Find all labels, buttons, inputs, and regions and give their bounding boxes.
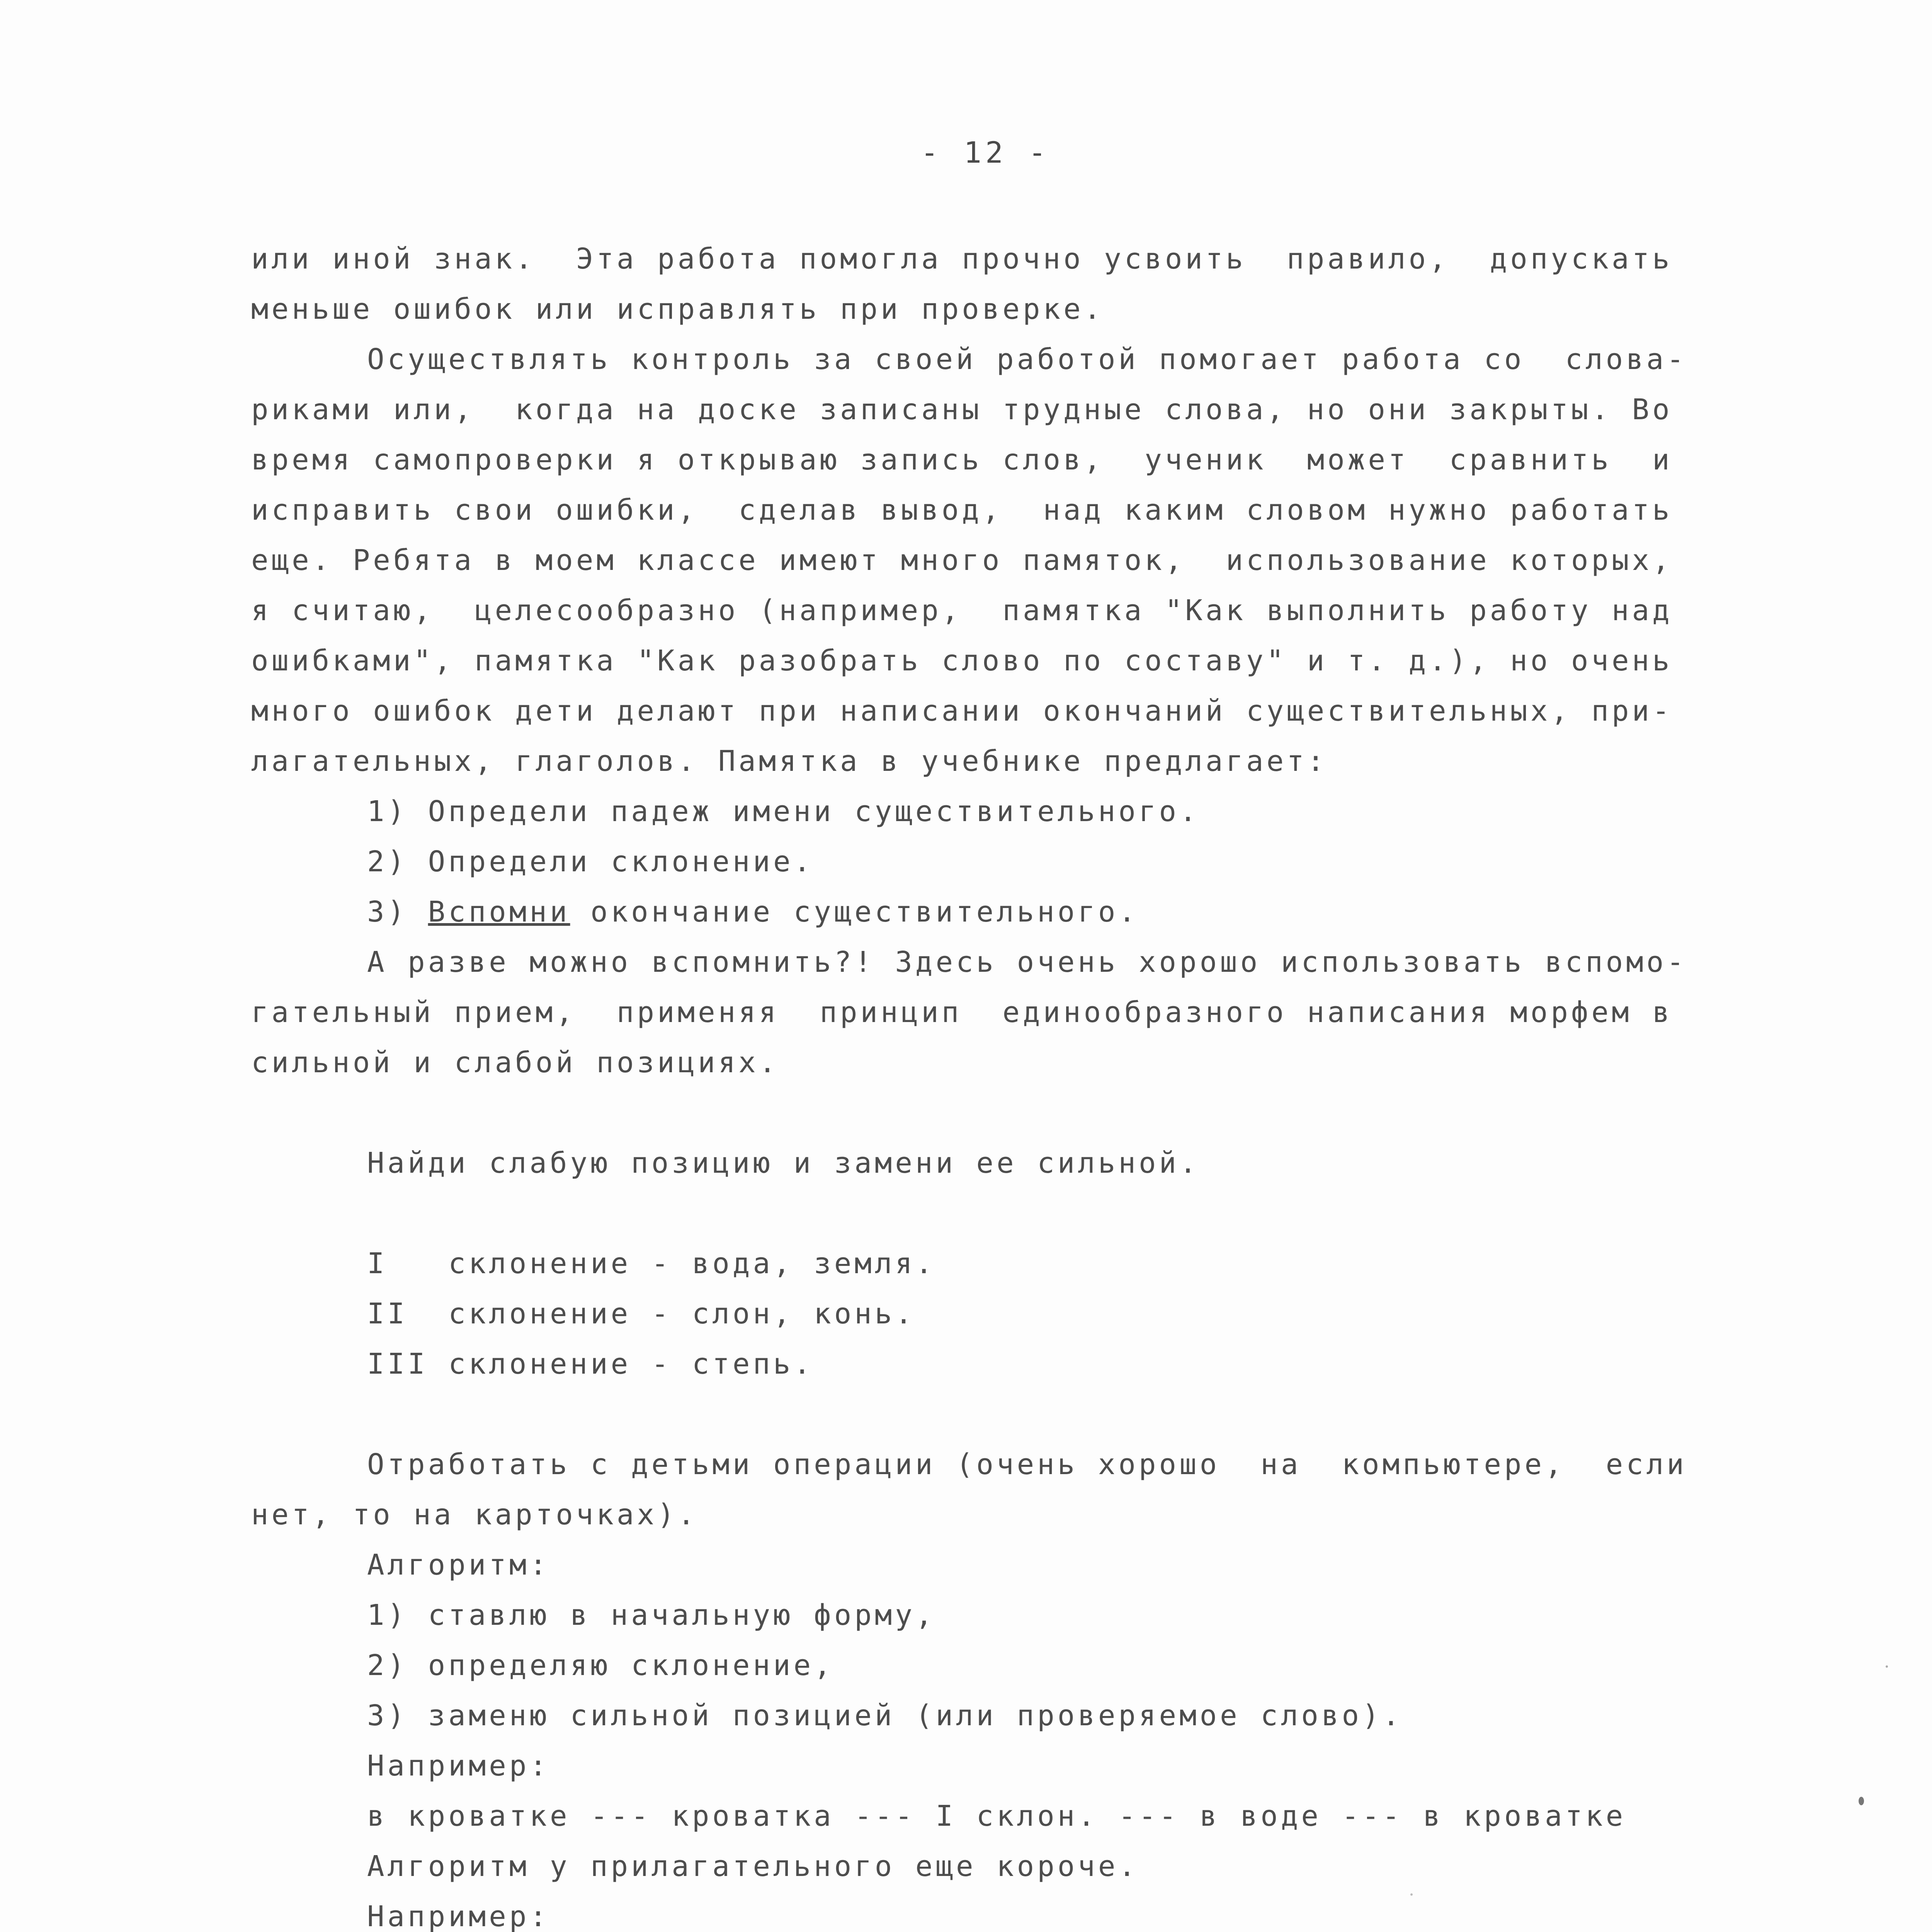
text-line: в кроватке --- кроватка --- I склон. --- в воде --- в кроватке: [367, 1799, 1626, 1833]
text-line: или иной знак. Эта работа помогла прочно усвоить правило, допускать: [251, 242, 1673, 276]
text-line: Осуществлять контроль за своей работой помогает работа со слова-: [367, 343, 1687, 376]
text-line: ошибками", памятка "Как разобрать слово по составу" и т. д.), но очень: [251, 644, 1673, 677]
text-line: Найди слабую позицию и замени ее сильной.: [367, 1146, 1200, 1180]
text-line: Алгоритм у прилагательного еще короче.: [367, 1850, 1139, 1883]
text-line: Например:: [367, 1900, 550, 1932]
text-line: исправить свои ошибки, сделав вывод, над каким словом нужно работать: [251, 493, 1673, 527]
text-line: лагательных, глаголов. Памятка в учебнике предлагает:: [251, 745, 1328, 778]
text-line: время самопроверки я открываю запись слов, ученик может сравнить и: [251, 443, 1673, 476]
text-line: много ошибок дети делают при написании окончаний существительных, при-: [251, 694, 1673, 728]
declension-line: III склонение - степь.: [367, 1347, 814, 1381]
text-line: Отработать с детьми операции (очень хорошо на компьютере, если: [367, 1448, 1687, 1481]
text-line: риками или, когда на доске записаны трудные слова, но они закрыты. Во: [251, 393, 1673, 426]
text-line: Например:: [367, 1749, 550, 1782]
scan-speck: [1410, 1893, 1413, 1896]
text-line: Алгоритм:: [367, 1548, 550, 1582]
scan-speck: [1886, 1665, 1888, 1668]
text-line: меньше ошибок или исправлять при проверке.: [251, 293, 1104, 326]
list-item: 2) Определи склонение.: [367, 845, 814, 878]
page-number: - 12 -: [920, 135, 1050, 170]
text-line: сильной и слабой позициях.: [251, 1046, 779, 1079]
text-line: нет, то на карточках).: [251, 1498, 698, 1531]
text-line: гательный прием, применяя принцип единообразного написания морфем в: [251, 996, 1673, 1029]
list-item: 1) Определи падеж имени существительного.: [367, 795, 1200, 828]
list-item-rest: окончание существительного.: [570, 895, 1139, 929]
text-line: еще. Ребята в моем классе имеют много памяток, использование которых,: [251, 544, 1673, 577]
declension-line: II склонение - слон, конь.: [367, 1297, 915, 1330]
text-line: я считаю, целесообразно (например, памятка "Как выполнить работу над: [251, 594, 1673, 627]
list-item: 2) определяю склонение,: [367, 1649, 834, 1682]
list-item-number: 3): [367, 895, 428, 929]
list-item: 1) ставлю в начальную форму,: [367, 1599, 936, 1632]
declension-line: I склонение - вода, земля.: [367, 1247, 936, 1280]
list-item: 3) заменю сильной позицией (или проверяемое слово).: [367, 1699, 1403, 1732]
text-line: А разве можно вспомнить?! Здесь очень хорошо использовать вспомо-: [367, 946, 1687, 979]
list-item: [367, 893, 1874, 931]
scan-speck: [1859, 1797, 1864, 1805]
underlined-word: Вспомни: [428, 895, 570, 929]
